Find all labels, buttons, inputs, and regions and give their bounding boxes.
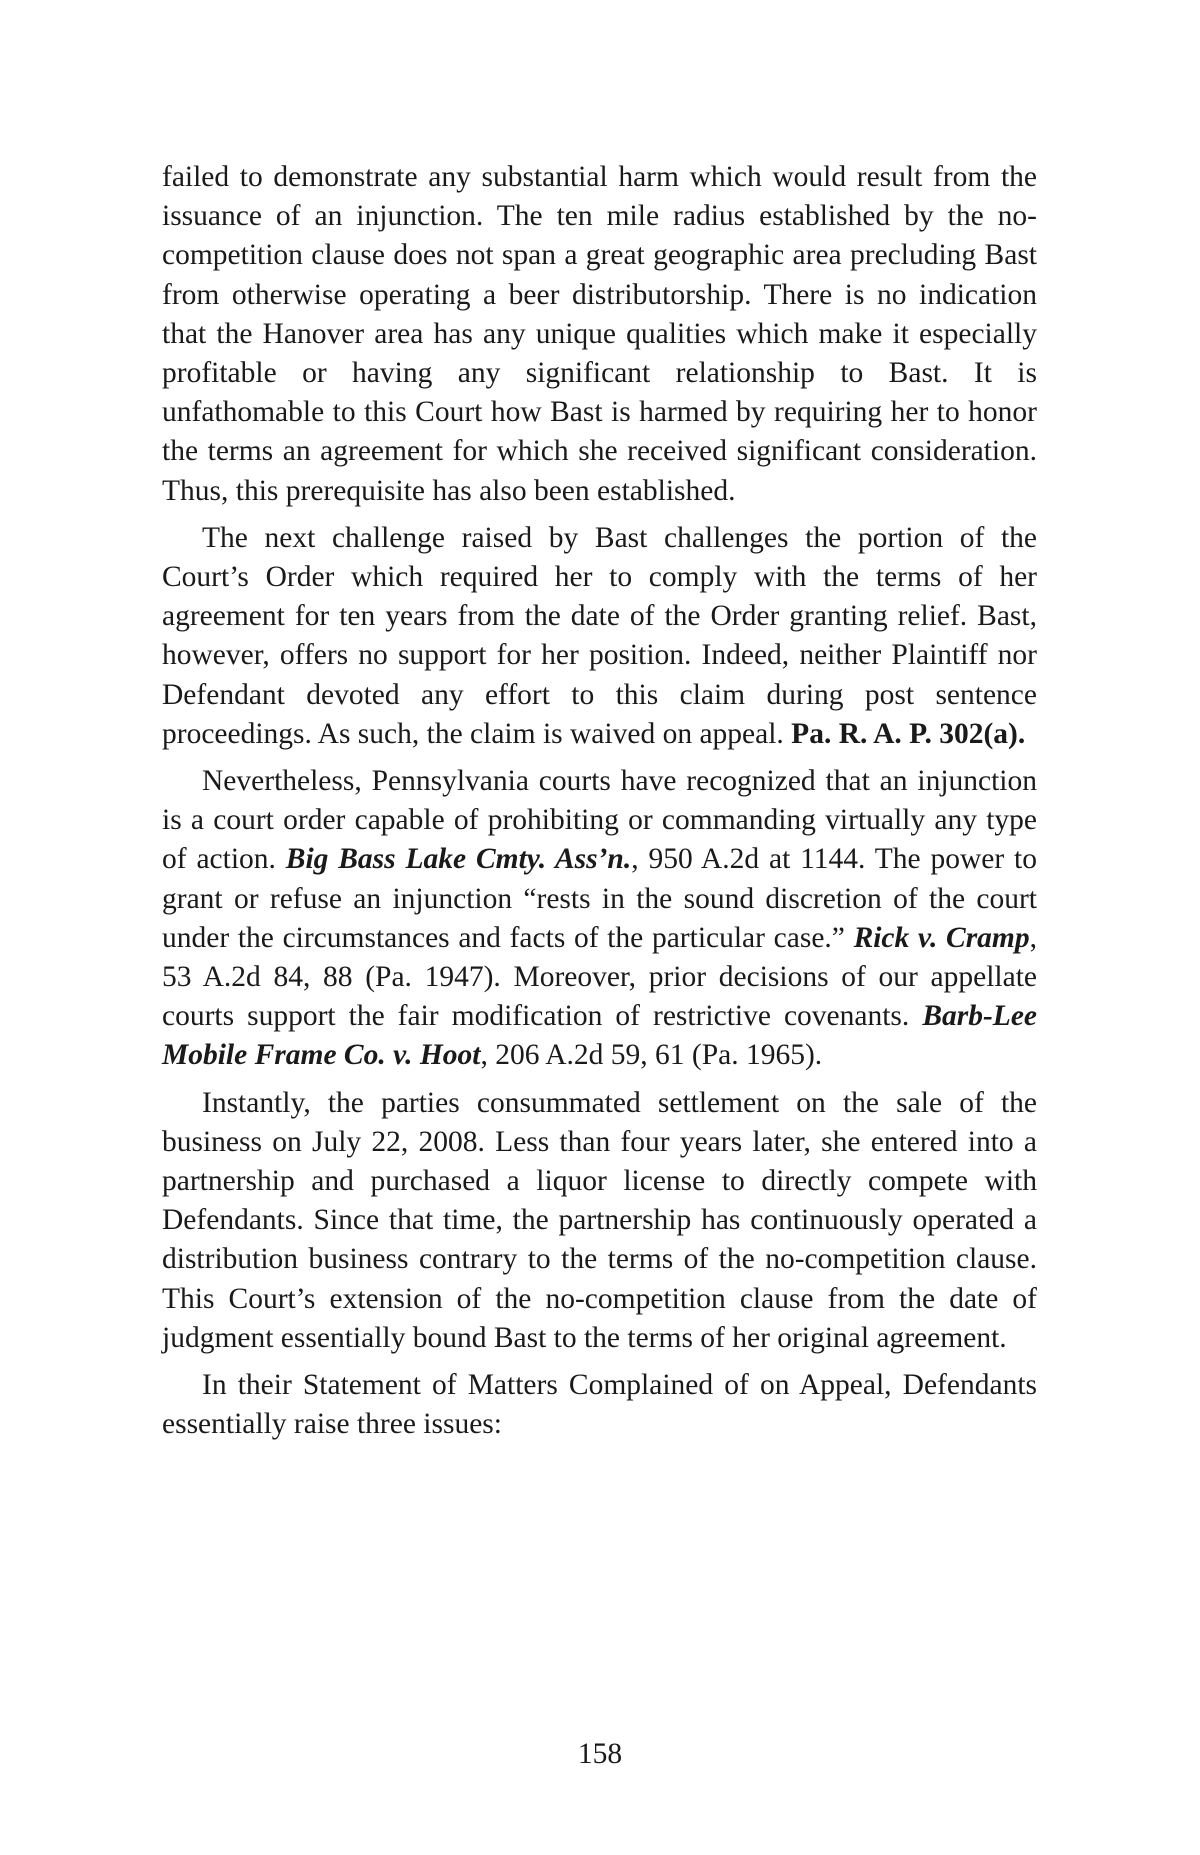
paragraph-3 [162, 762, 1037, 1076]
paragraph-1 [162, 158, 1037, 511]
case-citation: Rick v. Cramp [853, 921, 1030, 954]
paragraph-4 [162, 1084, 1037, 1358]
paragraph-2 [162, 519, 1037, 754]
text-span: , 206 A.2d 59, 61 (Pa. 1965). [480, 1039, 823, 1072]
text-span: , 950 A.2d at 1144. The power to grant or refuse an injunction “rests in the sound discretion of the court under the circumstances and facts of the particular case.” [162, 843, 1038, 954]
text-span: Instantly, the parties consummated settlement on the sale of the business on July 22, 2008. Less than four years later, she entered into a partnership and purchased a liquor license to directly compete with Defendants. Since that time, the partnership has continuously operated a distribution business contrary to the terms of the no-competition clause. This Court’s extension of the no-competition clause from the date of judgment essentially bound Bast to the terms of her original agreement. [162, 1086, 1037, 1354]
text-span: The next challenge raised by Bast challenges the portion of the Court’s Order which required her to comply with the terms of her agreement for ten years from the date of the Order granting relief. Bast, however, offers no support for her position. Indeed, neither Plaintiff nor Defendant devoted any effort to this claim during post sentence proceedings. As such, the claim is waived on appeal. [162, 521, 1037, 750]
body-text [162, 158, 1037, 1445]
text-span: failed to demonstrate any substantial harm which would result from the issuance of an injunction. The ten mile radius established by the no-competition clause does not span a great geographic area precluding Bast from otherwise operating a beer distributorship. There is no indication that the Hanover area has any unique qualities which make it especially profitable or having any significant relationship to Bast. It is unfathomable to this Court how Bast is harmed by requiring her to honor the terms an agreement for which she received significant consideration. Thus, this prerequisite has also been established. [162, 161, 1037, 507]
text-span: , 53 A.2d 84, 88 (Pa. 1947). Moreover, prior decisions of our appellate courts support the fair modification of restrictive covenants. [162, 921, 1037, 1033]
text-span: In their Statement of Matters Complained of on Appeal, Defendants essentially raise three issues: [162, 1369, 1037, 1441]
rule-citation: Pa. R. A. P. 302(a). [791, 717, 1026, 750]
page-number: 158 [577, 1738, 623, 1770]
case-citation: Big Bass Lake Cmty. Ass’n. [285, 843, 632, 876]
paragraph-5 [162, 1366, 1037, 1444]
text-span: Nevertheless, Pennsylvania courts have recognized that an injunction is a court order capable of prohibiting or commanding virtually any type of action. [162, 765, 1037, 876]
case-citation: Barb-Lee Mobile Frame Co. v. Hoot [162, 1000, 1037, 1072]
